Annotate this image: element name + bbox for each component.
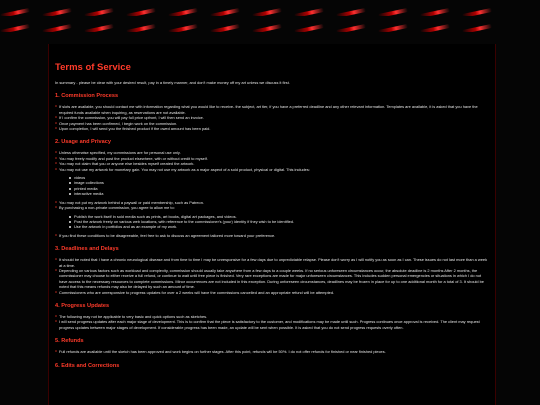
pattern-stroke	[420, 24, 450, 32]
sub-list-item: Post the artwork freely on various web locations, with reference to the commissioner's (your) identity if they wish to be identified.	[69, 219, 489, 224]
list-item: o Depending on various factors such as workload and complexity, commission should usually take anywhere from a few days to a couple weeks. If no serious unforeseen circumstances occur, the absolute deadline is 2 months After 2 months, the commissioner may choose to either receive a full refund, or continue to wait until free piece is finished. Very rare exceptions are made for major unforeseen circumstances. This includes sudden personal emergencies or situations in which I do not have access to the necessary resources to complete commissions. Minor occurrences are not included in this exception. During unforeseen circumstances, deadlines may be frozen in place for up to one additional month for a total of 3. It should be noted that this means refunds may also be delayed by such an amount of time.	[55, 268, 489, 290]
list-item: o If I confirm the commission, you will pay full price upfront, I will then send an invoice.	[55, 115, 489, 120]
pattern-stroke	[420, 8, 450, 16]
background-pattern	[0, 2, 540, 16]
intro-text: In summary - please be clear with your desired result, pay in a timely manner, and don't make money off my art unless we discuss it first.	[55, 80, 290, 85]
list-item: o I will send progress updates after each major stage of development. This is to confirm that the piece is satisfactory to the customer, and modifications may be made until such. Progress continues once approval is received. The client may request progress updates between major stages of development. If considerable progress has been made, an update will be sent when possible. It is asked that you do not send progress requests overly often.	[55, 319, 489, 330]
list-item: o You may freely modify and post the product elsewhere, with or without credit to myself.	[55, 156, 489, 161]
pattern-stroke	[336, 8, 366, 16]
pattern-stroke	[84, 24, 114, 32]
list-item: o If slots are available, you should contact me with information regarding what you would like to receive- the subject, art tier, if you have a preferred deadline and any other relevant information. Templates are available, it is asked that you have the required funds available when inquiring, as reservations are not available.	[55, 104, 489, 115]
list-item: o You may not use my artwork for monetary gain. You may not use my artwork as a major aspect of a sold product, physical or digital. This includes:	[55, 167, 489, 172]
pattern-stroke	[168, 8, 198, 16]
pattern-stroke	[168, 24, 198, 32]
sub-list	[69, 175, 489, 197]
pattern-stroke	[378, 8, 408, 16]
sub-list-item: image collections	[69, 180, 489, 185]
pattern-stroke	[462, 8, 492, 16]
pattern-stroke	[294, 24, 324, 32]
pattern-stroke	[252, 24, 282, 32]
pattern-stroke	[0, 8, 30, 16]
pattern-stroke	[84, 8, 114, 16]
list-item: o Upon completion, I will send you the finished product if the owed amount has been paid.	[55, 126, 489, 131]
pattern-stroke	[42, 24, 72, 32]
section-heading-refunds: 5. Refunds	[55, 338, 84, 345]
sub-list-item: Use the artwork in portfolios and as an example of my work.	[69, 224, 489, 229]
pattern-stroke	[378, 24, 408, 32]
list-item: o You may not claim that you or anyone else besides myself created the artwork.	[55, 161, 489, 166]
sub-list-item: printed media	[69, 186, 489, 191]
list-item: o Full refunds are available until the sketch has been approved and work begins on further stages. After this point, refunds will be 50%. I do not offer refunds for finished or near finished pieces.	[55, 349, 489, 354]
sub-list	[69, 214, 489, 230]
section-heading-edits-corrections: 6. Edits and Corrections	[55, 362, 120, 369]
list-item: o It should be noted that I have a chronic neurological disease and from time to time I may be unresponsive for a few days due to unpredictable relapse. Please don't worry as I will notify you as soon as I can. These issues do not last more than a week at a time.	[55, 257, 489, 268]
background-pattern	[0, 18, 540, 32]
list-item: o Once payment has been confirmed, I begin work on the commission.	[55, 121, 489, 126]
list-item: o The following may not be applicable to very basic and quick options such as sketches.	[55, 314, 489, 319]
section-heading-deadlines-delays: 3. Deadlines and Delays	[55, 246, 119, 253]
pattern-stroke	[294, 8, 324, 16]
list-item: o By purchasing a non-private commission, you agree to allow me to:	[55, 205, 489, 210]
page-title: Terms of Service	[55, 62, 131, 73]
tos-panel	[48, 44, 496, 405]
list-item: o Commissioners who are unresponsive to progress updates for over a 2 weeks will have the commissions cancelled and an appropriate refund will be attempted.	[55, 290, 489, 295]
pattern-stroke	[126, 8, 156, 16]
list-item: o If you find these conditions to be disagreeable, feel free to ask to discuss an agreement tailored more toward your preference.	[55, 233, 489, 238]
pattern-stroke	[0, 24, 30, 32]
section-heading-usage-privacy: 2. Usage and Privacy	[55, 139, 111, 146]
pattern-stroke	[252, 8, 282, 16]
pattern-stroke	[210, 8, 240, 16]
pattern-stroke	[210, 24, 240, 32]
list-item: o Unless otherwise specified, my commissions are for personal use only.	[55, 150, 489, 155]
section-heading-progress-updates: 4. Progress Updates	[55, 302, 110, 309]
pattern-stroke	[336, 24, 366, 32]
section-heading-commission-process: 1. Commission Process	[55, 93, 119, 100]
pattern-stroke	[126, 24, 156, 32]
pattern-stroke	[462, 24, 492, 32]
sub-list-item: videos	[69, 175, 489, 180]
pattern-stroke	[42, 8, 72, 16]
list-item: o You may not put my artwork behind a paywall or paid membership, such as Patreon.	[55, 200, 489, 205]
sub-list-item: Publish the work itself in sold media such as prints, art books, digital art packages, and videos.	[69, 214, 489, 219]
sub-list-item: interactive media	[69, 191, 489, 196]
